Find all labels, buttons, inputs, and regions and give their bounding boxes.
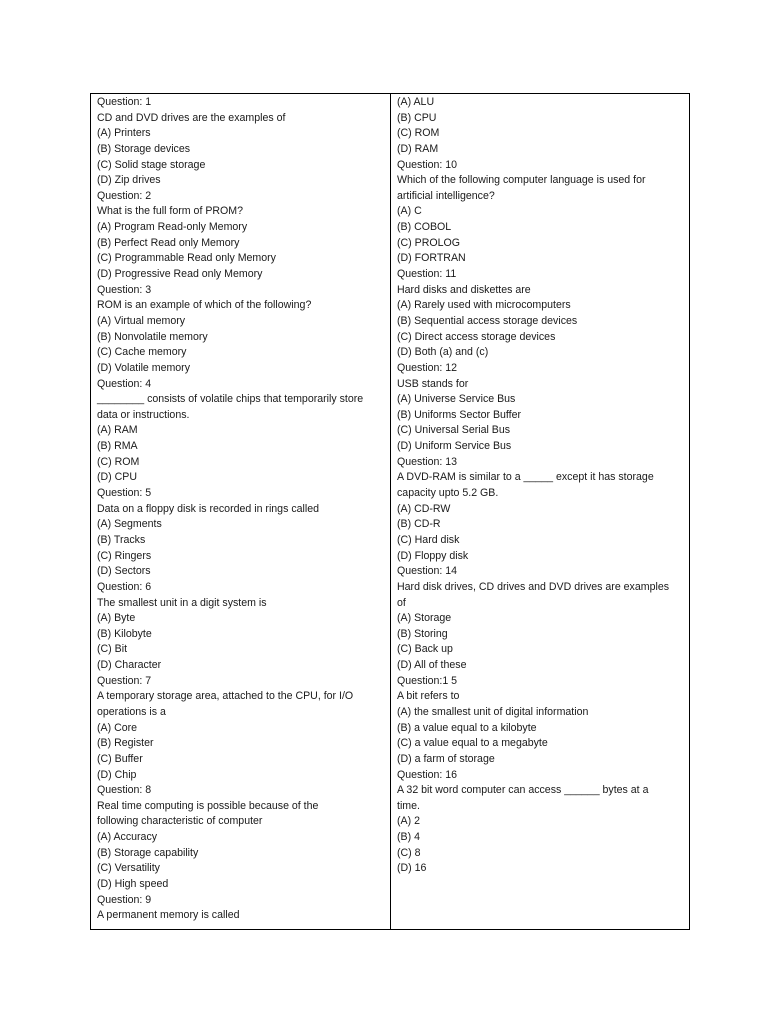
answer-option: (C) PROLOG <box>397 236 460 249</box>
answer-option: (D) Floppy disk <box>397 549 469 562</box>
question-number: Question: 10 <box>397 158 458 171</box>
answer-option: (C) ROM <box>97 455 140 468</box>
answer-option: (C) Solid stage storage <box>97 158 206 171</box>
question-number: Question: 4 <box>97 377 152 390</box>
question-number: Question:1 5 <box>397 674 458 687</box>
question-text: Real time computing is possible because of the <box>97 799 319 812</box>
question-text: A temporary storage area, attached to the CPU, for I/O <box>97 690 354 703</box>
answer-option: (C) Buffer <box>97 752 143 765</box>
answer-option: (D) Both (a) and (c) <box>397 346 489 359</box>
answer-option: (D) Progressive Read only Memory <box>97 268 263 281</box>
answer-option: (A) Universe Service Bus <box>397 393 516 406</box>
question-text: A bit refers to <box>397 690 460 703</box>
answer-option: (D) a farm of storage <box>397 752 495 765</box>
question-text: Hard disks and diskettes are <box>397 283 531 296</box>
right-column <box>391 94 689 929</box>
question-text: data or instructions. <box>97 408 190 421</box>
answer-option: (B) a value equal to a kilobyte <box>397 721 537 734</box>
question-number: Question: 9 <box>97 893 152 906</box>
answer-option: (B) Storage capability <box>97 846 199 859</box>
question-text: ROM is an example of which of the following? <box>97 299 312 312</box>
answer-option: (B) Uniforms Sector Buffer <box>397 408 522 421</box>
answer-option: (D) Sectors <box>97 565 151 578</box>
question-text: operations is a <box>97 705 166 718</box>
question-text: following characteristic of computer <box>97 815 263 828</box>
question-text: A permanent memory is called <box>97 909 240 922</box>
answer-option: (C) Versatility <box>97 862 160 875</box>
question-text: artificial intelligence? <box>397 189 495 202</box>
answer-option: (A) RAM <box>97 424 138 437</box>
answer-option: (A) Program Read-only Memory <box>97 221 248 234</box>
answer-option: (D) Character <box>97 659 162 672</box>
answer-option: (C) Back up <box>397 643 453 656</box>
answer-option: (B) Nonvolatile memory <box>97 330 208 343</box>
answer-option: (A) Virtual memory <box>97 314 186 327</box>
answer-option: (B) Storing <box>397 627 448 640</box>
answer-option: (B) Tracks <box>97 533 146 546</box>
question-text: A 32 bit word computer can access ______ bytes at a <box>397 784 649 797</box>
answer-option: (D) RAM <box>397 142 439 155</box>
question-number: Question: 14 <box>397 565 458 578</box>
answer-option: (A) Accuracy <box>97 831 158 844</box>
question-number: Question: 11 <box>397 268 457 281</box>
question-text: Hard disk drives, CD drives and DVD drives are examples <box>397 580 670 593</box>
question-text: capacity upto 5.2 GB. <box>397 487 499 500</box>
answer-option: (C) Ringers <box>97 549 152 562</box>
question-number: Question: 5 <box>97 487 152 500</box>
answer-option: (A) 2 <box>397 815 420 828</box>
question-text: USB stands for <box>397 377 469 390</box>
question-text: ________ consists of volatile chips that temporarily store <box>97 393 364 406</box>
question-text: A DVD-RAM is similar to a _____ except it has storage <box>397 471 654 484</box>
answer-option: (D) 16 <box>397 862 427 875</box>
answer-option: (B) CPU <box>397 111 437 124</box>
quiz-table <box>90 93 690 930</box>
answer-option: (C) 8 <box>397 846 421 859</box>
left-column <box>91 94 391 929</box>
answer-option: (D) Volatile memory <box>97 361 191 374</box>
question-number: Question: 16 <box>397 768 458 781</box>
answer-option: (A) CD-RW <box>397 502 451 515</box>
answer-option: (C) Hard disk <box>397 533 460 546</box>
answer-option: (D) All of these <box>397 659 467 672</box>
question-text: What is the full form of PROM? <box>97 205 244 218</box>
answer-option: (D) CPU <box>97 471 138 484</box>
answer-option: (A) Printers <box>97 127 151 140</box>
answer-option: (B) Kilobyte <box>97 627 152 640</box>
question-number: Question: 13 <box>397 455 458 468</box>
answer-option: (A) Storage <box>397 612 452 625</box>
answer-option: (D) Chip <box>97 768 137 781</box>
question-number: Question: 12 <box>397 361 458 374</box>
answer-option: (A) Core <box>97 721 138 734</box>
answer-option: (D) Uniform Service Bus <box>397 440 512 453</box>
answer-option: (C) Direct access storage devices <box>397 330 556 343</box>
answer-option: (B) 4 <box>397 831 420 844</box>
answer-option: (C) Programmable Read only Memory <box>97 252 276 265</box>
question-text: Data on a floppy disk is recorded in rings called <box>97 502 319 515</box>
answer-option: (C) a value equal to a megabyte <box>397 737 548 750</box>
answer-option: (B) RMA <box>97 440 138 453</box>
question-number: Question: 2 <box>97 189 152 202</box>
question-number: Question: 1 <box>97 96 152 108</box>
answer-option: (B) CD-R <box>397 518 441 531</box>
answer-option: (C) Universal Serial Bus <box>397 424 511 437</box>
answer-option: (D) High speed <box>97 878 169 891</box>
answer-option: (B) Sequential access storage devices <box>397 314 578 327</box>
answer-option: (D) FORTRAN <box>397 252 466 265</box>
answer-option: (C) Bit <box>97 643 128 656</box>
answer-option: (A) the smallest unit of digital information <box>397 705 589 718</box>
question-text: CD and DVD drives are the examples of <box>97 111 286 124</box>
answer-option: (D) Zip drives <box>97 174 161 187</box>
answer-option: (A) Segments <box>97 518 162 531</box>
question-number: Question: 6 <box>97 580 152 593</box>
answer-option: (B) Register <box>97 737 154 750</box>
question-text: time. <box>397 799 420 812</box>
answer-option: (A) C <box>397 205 422 218</box>
answer-option: (B) Perfect Read only Memory <box>97 236 240 249</box>
question-text: Which of the following computer language is used for <box>397 174 646 187</box>
question-number: Question: 3 <box>97 283 152 296</box>
question-number: Question: 8 <box>97 784 152 797</box>
answer-option: (A) Rarely used with microcomputers <box>397 299 571 312</box>
question-number: Question: 7 <box>97 674 152 687</box>
question-text: of <box>397 596 406 609</box>
answer-option: (B) Storage devices <box>97 142 191 155</box>
answer-option: (B) COBOL <box>397 221 452 234</box>
answer-option: (A) ALU <box>397 96 435 108</box>
answer-option: (C) Cache memory <box>97 346 187 359</box>
question-text: The smallest unit in a digit system is <box>97 596 267 609</box>
answer-option: (A) Byte <box>97 612 136 625</box>
answer-option: (C) ROM <box>397 127 440 140</box>
